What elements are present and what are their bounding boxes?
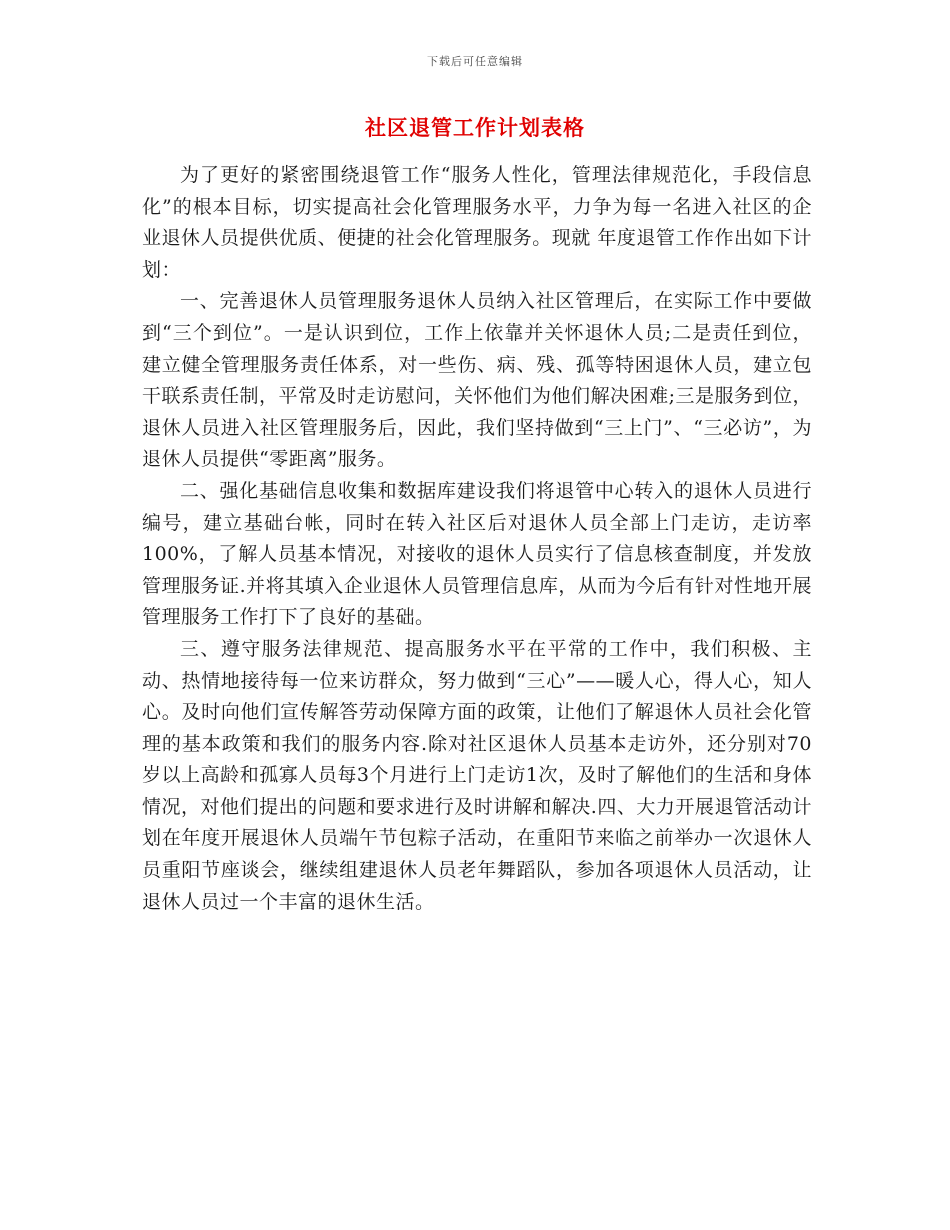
header-note: 下载后可任意编辑	[427, 55, 523, 68]
paragraph-section-3: 三、遵守服务法律规范、提高服务水平在平常的工作中，我们积极、主动、热情地接待每一位来访群众，努力做到“三心”——暖人心，得人心，知人心。及时向他们宣传解答劳动保障方面的政策，让他们了解退休人员社会化管理的基本政策和我们的服务内容.除对社区退休人员基本走访外，还分别对70岁以上高龄和孤寡人员每3个月进行上门走访1次，及时了解他们的生活和身体情况，对他们提出的问题和要求进行及时讲解和解决.四、大力开展退管活动计划在年度开展退休人员端午节包粽子活动，在重阳节来临之前举办一次退休人员重阳节座谈会，继续组建退休人员老年舞蹈队，参加各项退休人员活动，让退休人员过一个丰富的退休生活。	[142, 637, 812, 913]
document-title: 社区退管工作计划表格	[365, 116, 585, 140]
document-body	[142, 160, 812, 918]
paragraph-section-2: 二、强化基础信息收集和数据库建设我们将退管中心转入的退休人员进行编号，建立基础台帐，同时在转入社区后对退休人员全部上门走访，走访率100%，了解人员基本情况，对接收的退休人员实行了信息核查制度，并发放管理服务证.并将其填入企业退休人员管理信息库，从而为今后有针对性地开展管理服务工作打下了良好的基础。	[142, 479, 812, 629]
paragraph-section-1: 一、完善退休人员管理服务退休人员纳入社区管理后，在实际工作中要做到“三个到位”。一是认识到位，工作上依靠并关怀退休人员;二是责任到位，建立健全管理服务责任体系，对一些伤、病、残、孤等特困退休人员，建立包干联系责任制，平常及时走访慰问，关怀他们为他们解决困难;三是服务到位，退休人员进入社区管理服务后，因此，我们坚持做到“三上门”、“三必访”，为退休人员提供“零距离”服务。	[142, 290, 812, 471]
paragraph-intro: 为了更好的紧密围绕退管工作“服务人性化，管理法律规范化，手段信息化”的根本目标，切实提高社会化管理服务水平，力争为每一名进入社区的企业退休人员提供优质、便捷的社会化管理服务。现就 年度退管工作作出如下计划：	[142, 164, 812, 281]
